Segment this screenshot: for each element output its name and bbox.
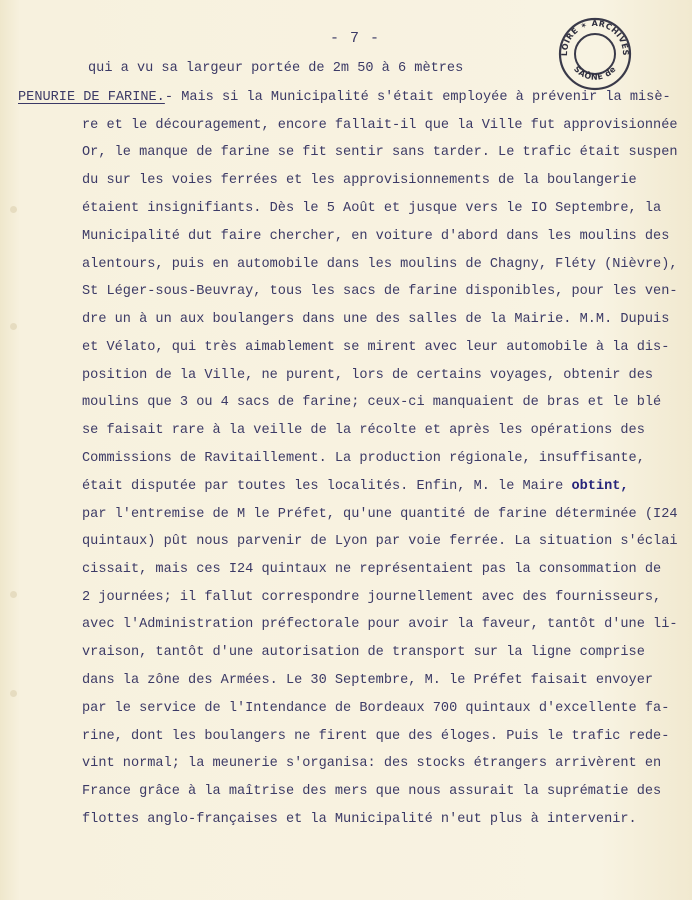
section-heading: PENURIE DE FARINE.- Mais si la Municipalité s'était employée à prévenir la misè- bbox=[18, 90, 671, 105]
text-line: 2 journées; il fallut correspondre journellement avec des fournisseurs, bbox=[82, 590, 662, 605]
punch-hole bbox=[10, 323, 17, 330]
text-line: vint normal; la meunerie s'organisa: des stocks étrangers arrivèrent en bbox=[82, 756, 662, 771]
text-line: Commissions de Ravitaillement. La production régionale, insuffisante, bbox=[82, 451, 645, 466]
text-line: re et le découragement, encore fallait-il que la Ville fut approvisionnée bbox=[82, 118, 678, 133]
svg-text:SAÔNE de: SAÔNE de bbox=[572, 64, 618, 82]
text-line: étaient insignifiants. Dès le 5 Août et jusque vers le IO Septembre, la bbox=[82, 201, 662, 216]
text-line: par le service de l'Intendance de Bordeaux 700 quintaux d'excellente fa- bbox=[82, 701, 670, 716]
text-line: Or, le manque de farine se fit sentir sans tarder. Le trafic était suspen bbox=[82, 145, 678, 160]
punch-hole bbox=[10, 690, 17, 697]
text-line: quintaux) pût nous parvenir de Lyon par voie ferrée. La situation s'éclai bbox=[82, 534, 678, 549]
section-title: PENURIE DE FARINE. bbox=[18, 90, 165, 105]
text-line: France grâce à la maîtrise des mers que nous assurait la suprématie des bbox=[82, 784, 662, 799]
svg-text:LOIRE ✶ ARCHIVES: LOIRE ✶ ARCHIVES bbox=[559, 18, 631, 57]
page-number: - 7 - bbox=[330, 30, 381, 47]
punch-hole bbox=[10, 591, 17, 598]
text-line: Municipalité dut faire chercher, en voiture d'abord dans les moulins des bbox=[82, 229, 670, 244]
text-line: cissait, mais ces I24 quintaux ne représentaient pas la consommation de bbox=[82, 562, 662, 577]
text-line: alentours, puis en automobile dans les moulins de Chagny, Fléty (Nièvre), bbox=[82, 257, 678, 272]
text-line: par l'entremise de M le Préfet, qu'une quantité de farine déterminée (I24 bbox=[82, 507, 678, 522]
text-line: flottes anglo-françaises et la Municipalité n'eut plus à intervenir. bbox=[82, 812, 637, 827]
punch-hole bbox=[10, 206, 17, 213]
text-line: rine, dont les boulangers ne firent que des éloges. Puis le trafic rede- bbox=[82, 729, 670, 744]
archives-stamp bbox=[557, 16, 633, 92]
text-line: et Vélato, qui très aimablement se mirent avec leur automobile à la dis- bbox=[82, 340, 670, 355]
emphasized-word: obtint, bbox=[571, 479, 629, 494]
text-line: moulins que 3 ou 4 sacs de farine; ceux-ci manquaient de bras et le blé bbox=[82, 395, 662, 410]
text-line: du sur les voies ferrées et les approvisionnements de la boulangerie bbox=[82, 173, 637, 188]
text-line: se faisait rare à la veille de la récolte et après les opérations des bbox=[82, 423, 645, 438]
section-first-line: Mais si la Municipalité s'était employée à prévenir la misè- bbox=[181, 90, 671, 105]
text-line: position de la Ville, ne purent, lors de certains voyages, obtenir des bbox=[82, 368, 654, 383]
continuation-line: qui a vu sa largeur portée de 2m 50 à 6 mètres bbox=[88, 61, 464, 76]
text-line: vraison, tantôt d'une autorisation de transport sur la ligne comprise bbox=[82, 645, 645, 660]
text-line: dre un à un aux boulangers dans une des salles de la Mairie. M.M. Dupuis bbox=[82, 312, 670, 327]
text-line: était disputée par toutes les localités. Enfin, M. le Maire obtint, bbox=[82, 479, 629, 494]
text-line: St Léger-sous-Beuvray, tous les sacs de farine disponibles, pour les ven- bbox=[82, 284, 678, 299]
text-line: dans la zône des Armées. Le 30 Septembre, M. le Préfet faisait envoyer bbox=[82, 673, 654, 688]
text-line: avec l'Administration préfectorale pour avoir la faveur, tantôt d'une li- bbox=[82, 617, 678, 632]
